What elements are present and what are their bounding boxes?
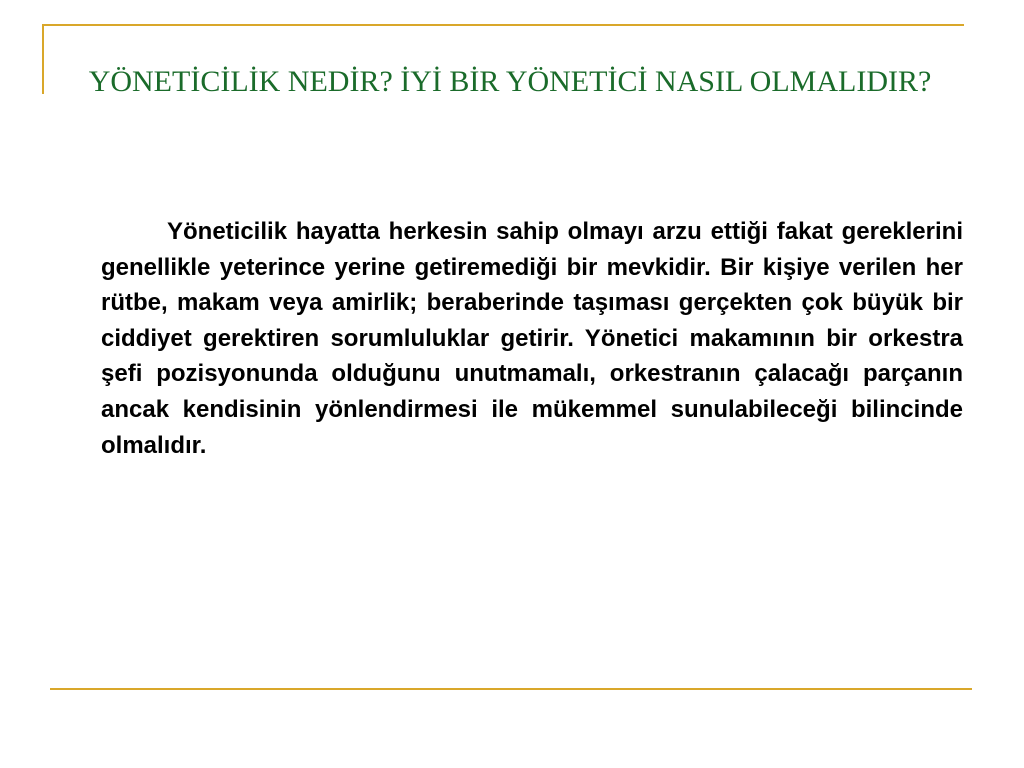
slide-body-paragraph: Yöneticilik hayatta herkesin sahip olmayı arzu ettiği fakat gereklerini genellikle yeterince yerine getiremediği bir mevkidir. Bir kişiye verilen her rütbe, makam veya amirlik; beraberinde taşıması gerçekten çok büyük bir ciddiyet gerektiren sorumluluklar getirir. Yönetici makamının bir orkestra şefi pozisyonunda olduğunu unutmamalı, orkestranın çalacağı parçanın ancak kendisinin yönlendirmesi ile mükemmel sunulabileceği bilincinde olmalıdır. bbox=[101, 218, 963, 459]
frame-bottom-line bbox=[50, 688, 972, 690]
slide-title: YÖNETİCİLİK NEDİR? İYİ BİR YÖNETİCİ NASIL OLMALIDIR? bbox=[88, 65, 932, 98]
frame-top-line bbox=[42, 24, 964, 26]
frame-left-line bbox=[42, 24, 44, 94]
